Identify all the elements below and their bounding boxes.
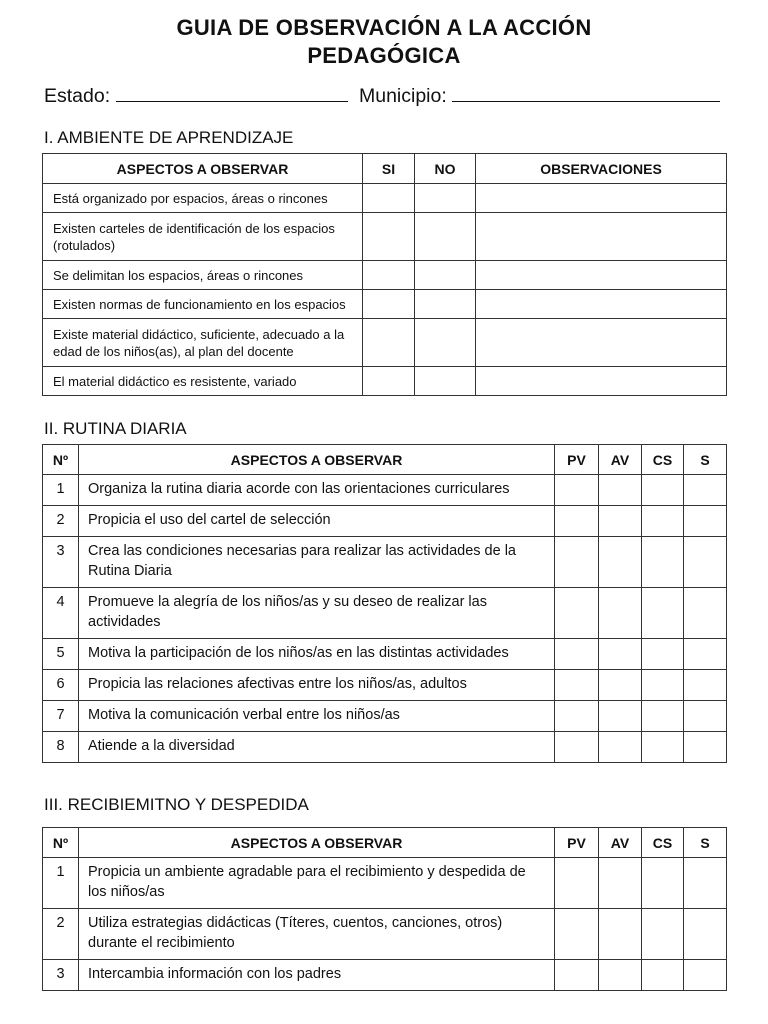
col-header: ASPECTOS A OBSERVAR [43,154,363,184]
aspect-cell: El material didáctico es resistente, variado [43,367,363,396]
municipio-blank-line[interactable] [452,83,720,102]
col-header: Nº [43,828,79,858]
av-cell[interactable] [599,701,642,732]
s-cell[interactable] [684,639,727,670]
cs-cell[interactable] [642,670,684,701]
pv-cell[interactable] [555,588,599,639]
observaciones-cell[interactable] [476,184,727,213]
col-header: S [684,828,727,858]
row-number: 3 [43,537,79,588]
aspect-cell: Promueve la alegría de los niños/as y su deseo de realizar las actividades [79,588,555,639]
col-header: S [684,445,727,475]
table-row [43,909,727,960]
pv-cell[interactable] [555,670,599,701]
col-header: ASPECTOS A OBSERVAR [79,445,555,475]
table-header-row [43,828,727,858]
s-cell[interactable] [684,960,727,991]
municipio-label: Municipio: [358,85,447,107]
av-cell[interactable] [599,960,642,991]
col-header: NO [415,154,476,184]
row-number: 2 [43,506,79,537]
aspect-cell: Propicia el uso del cartel de selección [79,506,555,537]
aspect-cell: Atiende a la diversidad [79,732,555,763]
pv-cell[interactable] [555,506,599,537]
recibimiento-table [42,827,727,991]
cs-cell[interactable] [642,909,684,960]
observaciones-cell[interactable] [476,319,727,367]
header-fields [44,83,734,108]
si-cell[interactable] [363,213,415,261]
row-number: 6 [43,670,79,701]
aspect-cell: Motiva la comunicación verbal entre los niños/as [79,701,555,732]
no-cell[interactable] [415,319,476,367]
aspect-cell: Existen normas de funcionamiento en los espacios [43,290,363,319]
table-row [43,670,727,701]
observaciones-cell[interactable] [476,290,727,319]
table-row [43,506,727,537]
table-row [43,319,727,367]
section-2-heading: II. RUTINA DIARIA [44,419,187,438]
aspect-cell: Crea las condiciones necesarias para realizar las actividades de la Rutina Diaria [79,537,555,588]
cs-cell[interactable] [642,588,684,639]
pv-cell[interactable] [555,475,599,506]
row-number: 5 [43,639,79,670]
row-number: 1 [43,475,79,506]
aspect-cell: Existe material didáctico, suficiente, adecuado a la edad de los niños(as), al plan del docente [43,319,363,367]
si-cell[interactable] [363,319,415,367]
av-cell[interactable] [599,506,642,537]
col-header: PV [555,445,599,475]
s-cell[interactable] [684,732,727,763]
section-3-heading: III. RECIBIEMITNO Y DESPEDIDA [44,795,309,814]
cs-cell[interactable] [642,639,684,670]
section-1-heading: I. AMBIENTE DE APRENDIZAJE [44,128,294,147]
table-row [43,261,727,290]
table-row [43,701,727,732]
observaciones-cell[interactable] [476,213,727,261]
estado-blank-line[interactable] [116,83,348,102]
no-cell[interactable] [415,261,476,290]
table-row [43,732,727,763]
table-row [43,290,727,319]
table-row [43,639,727,670]
pv-cell[interactable] [555,537,599,588]
col-header: PV [555,828,599,858]
col-header: CS [642,445,684,475]
s-cell[interactable] [684,475,727,506]
cs-cell[interactable] [642,506,684,537]
aspect-cell: Intercambia información con los padres [79,960,555,991]
pv-cell[interactable] [555,960,599,991]
aspect-cell: Existen carteles de identificación de los espacios (rotulados) [43,213,363,261]
s-cell[interactable] [684,506,727,537]
col-header: SI [363,154,415,184]
aspect-cell: Utiliza estrategias didácticas (Títeres, cuentos, canciones, otros) durante el recibimiento [79,909,555,960]
pv-cell[interactable] [555,639,599,670]
table-row [43,367,727,396]
cs-cell[interactable] [642,701,684,732]
table-row [43,213,727,261]
document-title-line-1: GUIA DE OBSERVACIÓN A LA ACCIÓN [176,15,592,40]
col-header: OBSERVACIONES [476,154,727,184]
s-cell[interactable] [684,670,727,701]
cs-cell[interactable] [642,475,684,506]
table-row [43,588,727,639]
av-cell[interactable] [599,909,642,960]
av-cell[interactable] [599,475,642,506]
cs-cell[interactable] [642,858,684,909]
si-cell[interactable] [363,290,415,319]
row-number: 7 [43,701,79,732]
s-cell[interactable] [684,537,727,588]
av-cell[interactable] [599,588,642,639]
observaciones-cell[interactable] [476,367,727,396]
table-header-row [43,154,727,184]
col-header: AV [599,445,642,475]
table-row [43,858,727,909]
pv-cell[interactable] [555,701,599,732]
s-cell[interactable] [684,909,727,960]
aspect-cell: Se delimitan los espacios, áreas o rincones [43,261,363,290]
row-number: 4 [43,588,79,639]
row-number: 2 [43,909,79,960]
aspect-cell: Propicia un ambiente agradable para el recibimiento y despedida de los niños/as [79,858,555,909]
si-cell[interactable] [363,367,415,396]
col-header: CS [642,828,684,858]
cs-cell[interactable] [642,537,684,588]
col-header: ASPECTOS A OBSERVAR [79,828,555,858]
pv-cell[interactable] [555,732,599,763]
aspect-cell: Organiza la rutina diaria acorde con las orientaciones curriculares [79,475,555,506]
no-cell[interactable] [415,290,476,319]
av-cell[interactable] [599,670,642,701]
table-row [43,475,727,506]
pv-cell[interactable] [555,909,599,960]
cs-cell[interactable] [642,732,684,763]
table-row [43,184,727,213]
no-cell[interactable] [415,184,476,213]
row-number: 8 [43,732,79,763]
si-cell[interactable] [363,184,415,213]
aspect-cell: Motiva la participación de los niños/as en las distintas actividades [79,639,555,670]
av-cell[interactable] [599,639,642,670]
row-number: 1 [43,858,79,909]
ambiente-table [42,153,727,396]
table-row [43,960,727,991]
s-cell[interactable] [684,588,727,639]
av-cell[interactable] [599,732,642,763]
av-cell[interactable] [599,537,642,588]
si-cell[interactable] [363,261,415,290]
no-cell[interactable] [415,213,476,261]
cs-cell[interactable] [642,960,684,991]
av-cell[interactable] [599,858,642,909]
col-header: Nº [43,445,79,475]
table-header-row [43,445,727,475]
estado-label: Estado: [44,85,111,107]
col-header: AV [599,828,642,858]
aspect-cell: Está organizado por espacios, áreas o rincones [43,184,363,213]
s-cell[interactable] [684,701,727,732]
aspect-cell: Propicia las relaciones afectivas entre los niños/as, adultos [79,670,555,701]
rutina-diaria-table [42,444,727,763]
row-number: 3 [43,960,79,991]
document-title-line-2: PEDAGÓGICA [307,43,461,68]
table-row [43,537,727,588]
s-cell[interactable] [684,858,727,909]
observaciones-cell[interactable] [476,261,727,290]
pv-cell[interactable] [555,858,599,909]
no-cell[interactable] [415,367,476,396]
